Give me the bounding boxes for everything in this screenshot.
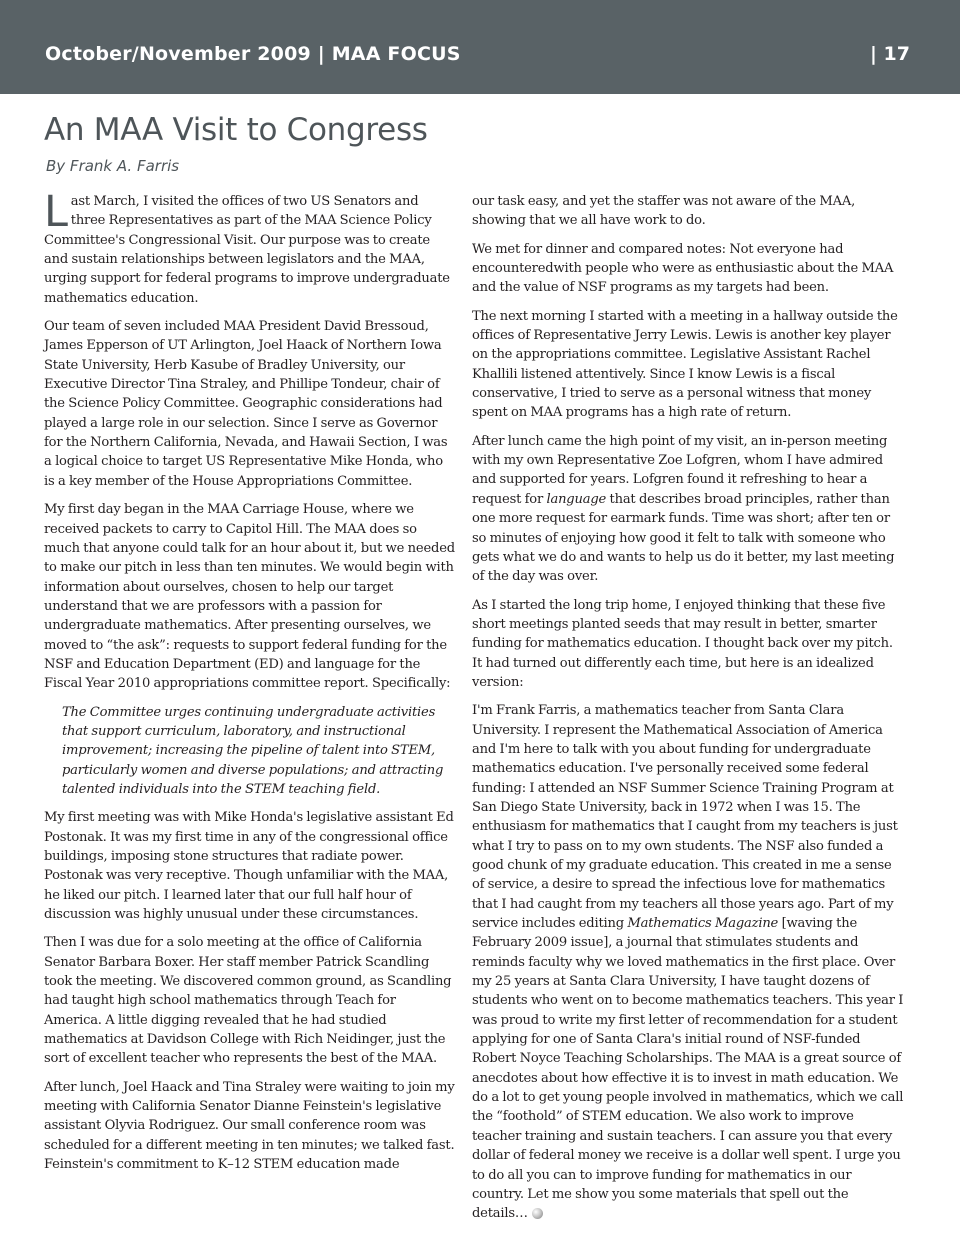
paragraph (472, 432, 904, 587)
drop-cap: L (44, 187, 68, 237)
paragraph: We met for dinner and compared notes: Not everyone had encounteredwith people who were as enthusiastic about the MAA and the value of NSF programs as my targets had been. (472, 241, 894, 296)
paragraph-text: [waving the February 2009 issue], a journal that stimulates students and reminds faculty why we loved mathematics in the first place. Over my 25 years at Santa Clara University, I have taught dozens of students who went on to become mathematics teachers. This year I was proud to write my first letter of recommendation for a student applying for one of Santa Clara's initial round of NSF-funded Robert Noyce Teaching Scholarships. The MAA is a great source of anecdotes about how effective it is to invest in math education. We do a lot to get young people involved in mathematics, which we call the “foothold” of STEM education. We also work to improve teacher training and sustain teachers. I can assure you that every dollar of federal money we receive is a dollar well spent. I urge you to do all you can to improve funding for mathematics in our country. Let me show you some materials that spell out the details… (472, 916, 904, 1222)
paragraph: My first day began in the MAA Carriage House, where we received packets to carry to Capitol Hill. The MAA does so much that anyone could talk for an hour about it, but we needed to make our pitch in less than ten minutes. We would begin with information about ourselves, chosen to help our target understand that we are professors with a passion for undergraduate mathematics. After presenting ourselves, we moved to “the ask”: requests to support federal funding for the NSF and Education Department (ED) and language for the Fiscal Year 2010 appropriations committee report. Specifically: (44, 502, 455, 692)
emphasis-text: Mathematics Magazine (627, 916, 779, 932)
issue-title: October/November 2009 | MAA FOCUS (45, 43, 461, 65)
page-number: | 17 (870, 43, 910, 65)
paragraph-text: I'm Frank Farris, a mathematics teacher from Santa Clara University. I represent the Mathematical Association of America and I'm here to talk with you about funding for undergraduate mathematics education. I've personally received some federal funding: I attended an NSF Summer Science Training Program at San Diego State University, back in 1972 when I was 15. The enthusiasm for mathematics that I caught from my teachers is just what I try to pass on to my own students. The NSF also funded a good chunk of my graduate education. This created in me a sense of service, a desire to spread the infectious love for mathematics that I had caught from my teachers all those years ago. Part of my service includes editing (472, 703, 898, 932)
right-column (472, 192, 904, 1233)
paragraph-text: ast March, I visited the offices of two US Senators and three Representatives as part of the MAA Science Policy Committee's Congressional Visit. Our purpose was to create and sustain relationships between legislators and the MAA, urging support for federal programs to improve undergraduate mathematics education. (44, 194, 450, 306)
article-title: An MAA Visit to Congress (44, 112, 428, 148)
paragraph: our task easy, and yet the staffer was not aware of the MAA, showing that we all have work to do. (472, 194, 856, 229)
paragraph: My first meeting was with Mike Honda's legislative assistant Ed Postonak. It was my first time in any of the congressional office buildings, imposing stone structures that radiate power. Postonak was very receptive. Though unfamiliar with the MAA, he liked our pitch. I learned later that our full half hour of discussion was highly unusual under these circumstances. (44, 810, 454, 923)
block-quote: The Committee urges continuing undergraduate activities that support curriculum, laboratory, and instructional improvement; increasing the pipeline of talent into STEM, particularly women and diverse populations; and attracting talented individuals into the STEM teaching field. (62, 704, 444, 797)
paragraph: After lunch, Joel Haack and Tina Straley were waiting to join my meeting with California Senator Dianne Feinstein's legislative assistant Olyvia Rodriguez. Our small conference room was scheduled for a different meeting in ten minutes; we talked fast. Feinstein's commitment to K–12 STEM education made (44, 1079, 455, 1173)
paragraph: The next morning I started with a meeting in a hallway outside the offices of Representative Jerry Lewis. Lewis is another key player on the appropriations committee. Legislative Assistant Rachel Khallili listened attentively. Since I know Lewis is a fiscal conservative, I tried to serve as a personal witness that money spent on MAA programs has a high rate of return. (472, 308, 898, 421)
emphasis-text: language (546, 491, 607, 507)
paragraph: As I started the long trip home, I enjoyed thinking that these five short meetings planted seeds that may result in better, smarter funding for mathematics education. I thought back over my pitch. It had turned out differently each time, but here is an idealized version: (472, 597, 893, 690)
left-column (44, 187, 456, 1184)
article-byline: By Frank A. Farris (46, 157, 180, 175)
paragraph (472, 701, 904, 1223)
paragraph (44, 187, 456, 308)
page-header (0, 0, 960, 94)
paragraph: Our team of seven included MAA President David Bressoud, James Epperson of UT Arlington, Joel Haack of Northern Iowa State University, Herb Kasube of Bradley University, our Executive Director Tina Straley, and Phillipe Tondeur, chair of the Science Policy Committee. Geographic considerations had played a large role in our selection. Since I serve as Governor for the Northern California, Nevada, and Hawaii Section, I was a logical choice to target US Representative Mike Honda, who is a key member of the House Appropriations Committee. (44, 319, 448, 489)
paragraph: Then I was due for a solo meeting at the office of California Senator Barbara Boxer. Her staff member Patrick Scandling took the meeting. We discovered common ground, as Scandling had taught high school mathematics through Teach for America. A little digging revealed that he had studied mathematics at Davidson College with Rich Neidinger, just the sort of excellent teacher who represents the best of the MAA. (44, 935, 452, 1067)
end-of-article-icon (532, 1208, 543, 1219)
paragraph-text: After lunch came the high point of my visit, an in-person meeting with my own Representative Zoe Lofgren, whom I have admired and supported for years. Lofgren found it refreshing to hear a request for (472, 433, 888, 507)
paragraph-text: that describes broad principles, rather than one more request for earmark funds. Time was short; after ten or so minutes of enjoying how good it felt to talk with someone who gets what we do and wants to help us do it better, my last meeting of the day was over. (472, 491, 895, 585)
